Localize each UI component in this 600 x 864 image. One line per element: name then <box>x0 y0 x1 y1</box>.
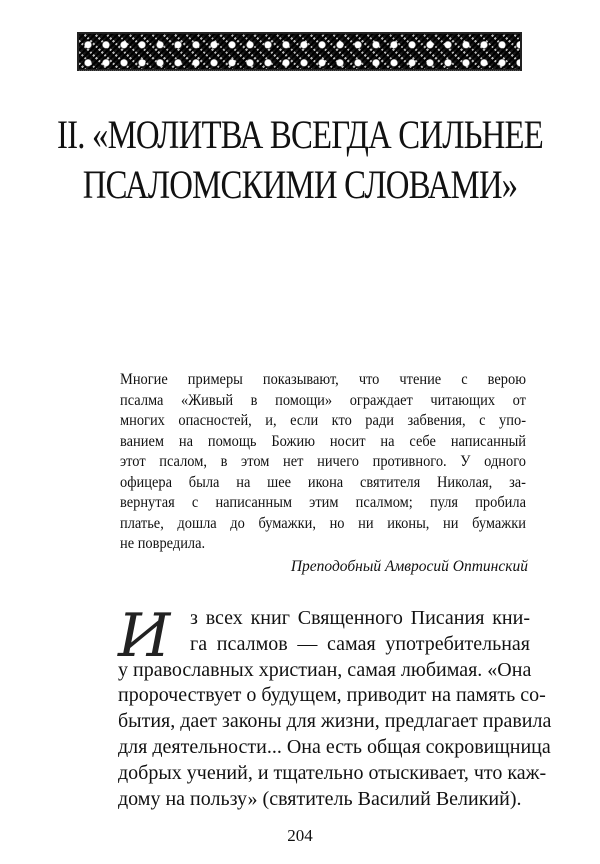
body-line: бытия, дает законы для жизни, предлагает правила <box>118 710 552 733</box>
epigraph-line: этот псалом, в этом нет ничего противного. У одного <box>120 453 526 470</box>
chapter-title-line-1: II. «МОЛИТВА ВСЕГДА СИЛЬНЕЕ <box>57 112 543 157</box>
body-line: дому на пользу» (святитель Василий Великий). <box>118 787 522 810</box>
body-line: у православных христиан, самая любимая. «Она <box>118 658 532 681</box>
epigraph-line: не повредила. <box>120 535 206 552</box>
epigraph-line: Многие примеры показывают, что чтение с верою <box>120 371 526 388</box>
epigraph-line: ванием на помощь Божию носит на себе написанный <box>120 432 526 450</box>
page-number: 204 <box>287 826 313 845</box>
chapter-title-line-2: ПСАЛОМСКИМИ СЛОВАМИ» <box>82 162 518 207</box>
epigraph-line: платье, дошла до бумажки, но ни иконы, ни бумажки <box>120 514 526 532</box>
body-line: з всех книг Священного Писания кни- <box>190 607 530 629</box>
drop-cap: И <box>118 601 171 671</box>
epigraph-line: офицера была на шее икона святителя Николая, за- <box>120 473 526 491</box>
body-line: пророчествует о будущем, приводит на память со- <box>118 684 546 707</box>
epigraph <box>120 370 528 577</box>
ornamental-header-banner <box>77 32 522 71</box>
epigraph-line: псалма «Живый в помощи» ограждает читающих от <box>120 391 526 409</box>
body-line: для деятельности... Она есть общая сокровищница <box>118 735 551 758</box>
body-line: добрых учений, и тщательно отыскивает, что каж- <box>118 761 547 784</box>
body-line: га псалмов — самая употребительная <box>190 632 530 655</box>
epigraph-line: многих опасностей, и, если кто ради забвения, с упо- <box>120 412 526 429</box>
epigraph-line: вернутая с написанным этим псалмом; пуля пробила <box>120 494 526 511</box>
body-text <box>118 601 552 812</box>
epigraph-signature: Преподобный Амвросий Оптинский <box>290 557 528 575</box>
